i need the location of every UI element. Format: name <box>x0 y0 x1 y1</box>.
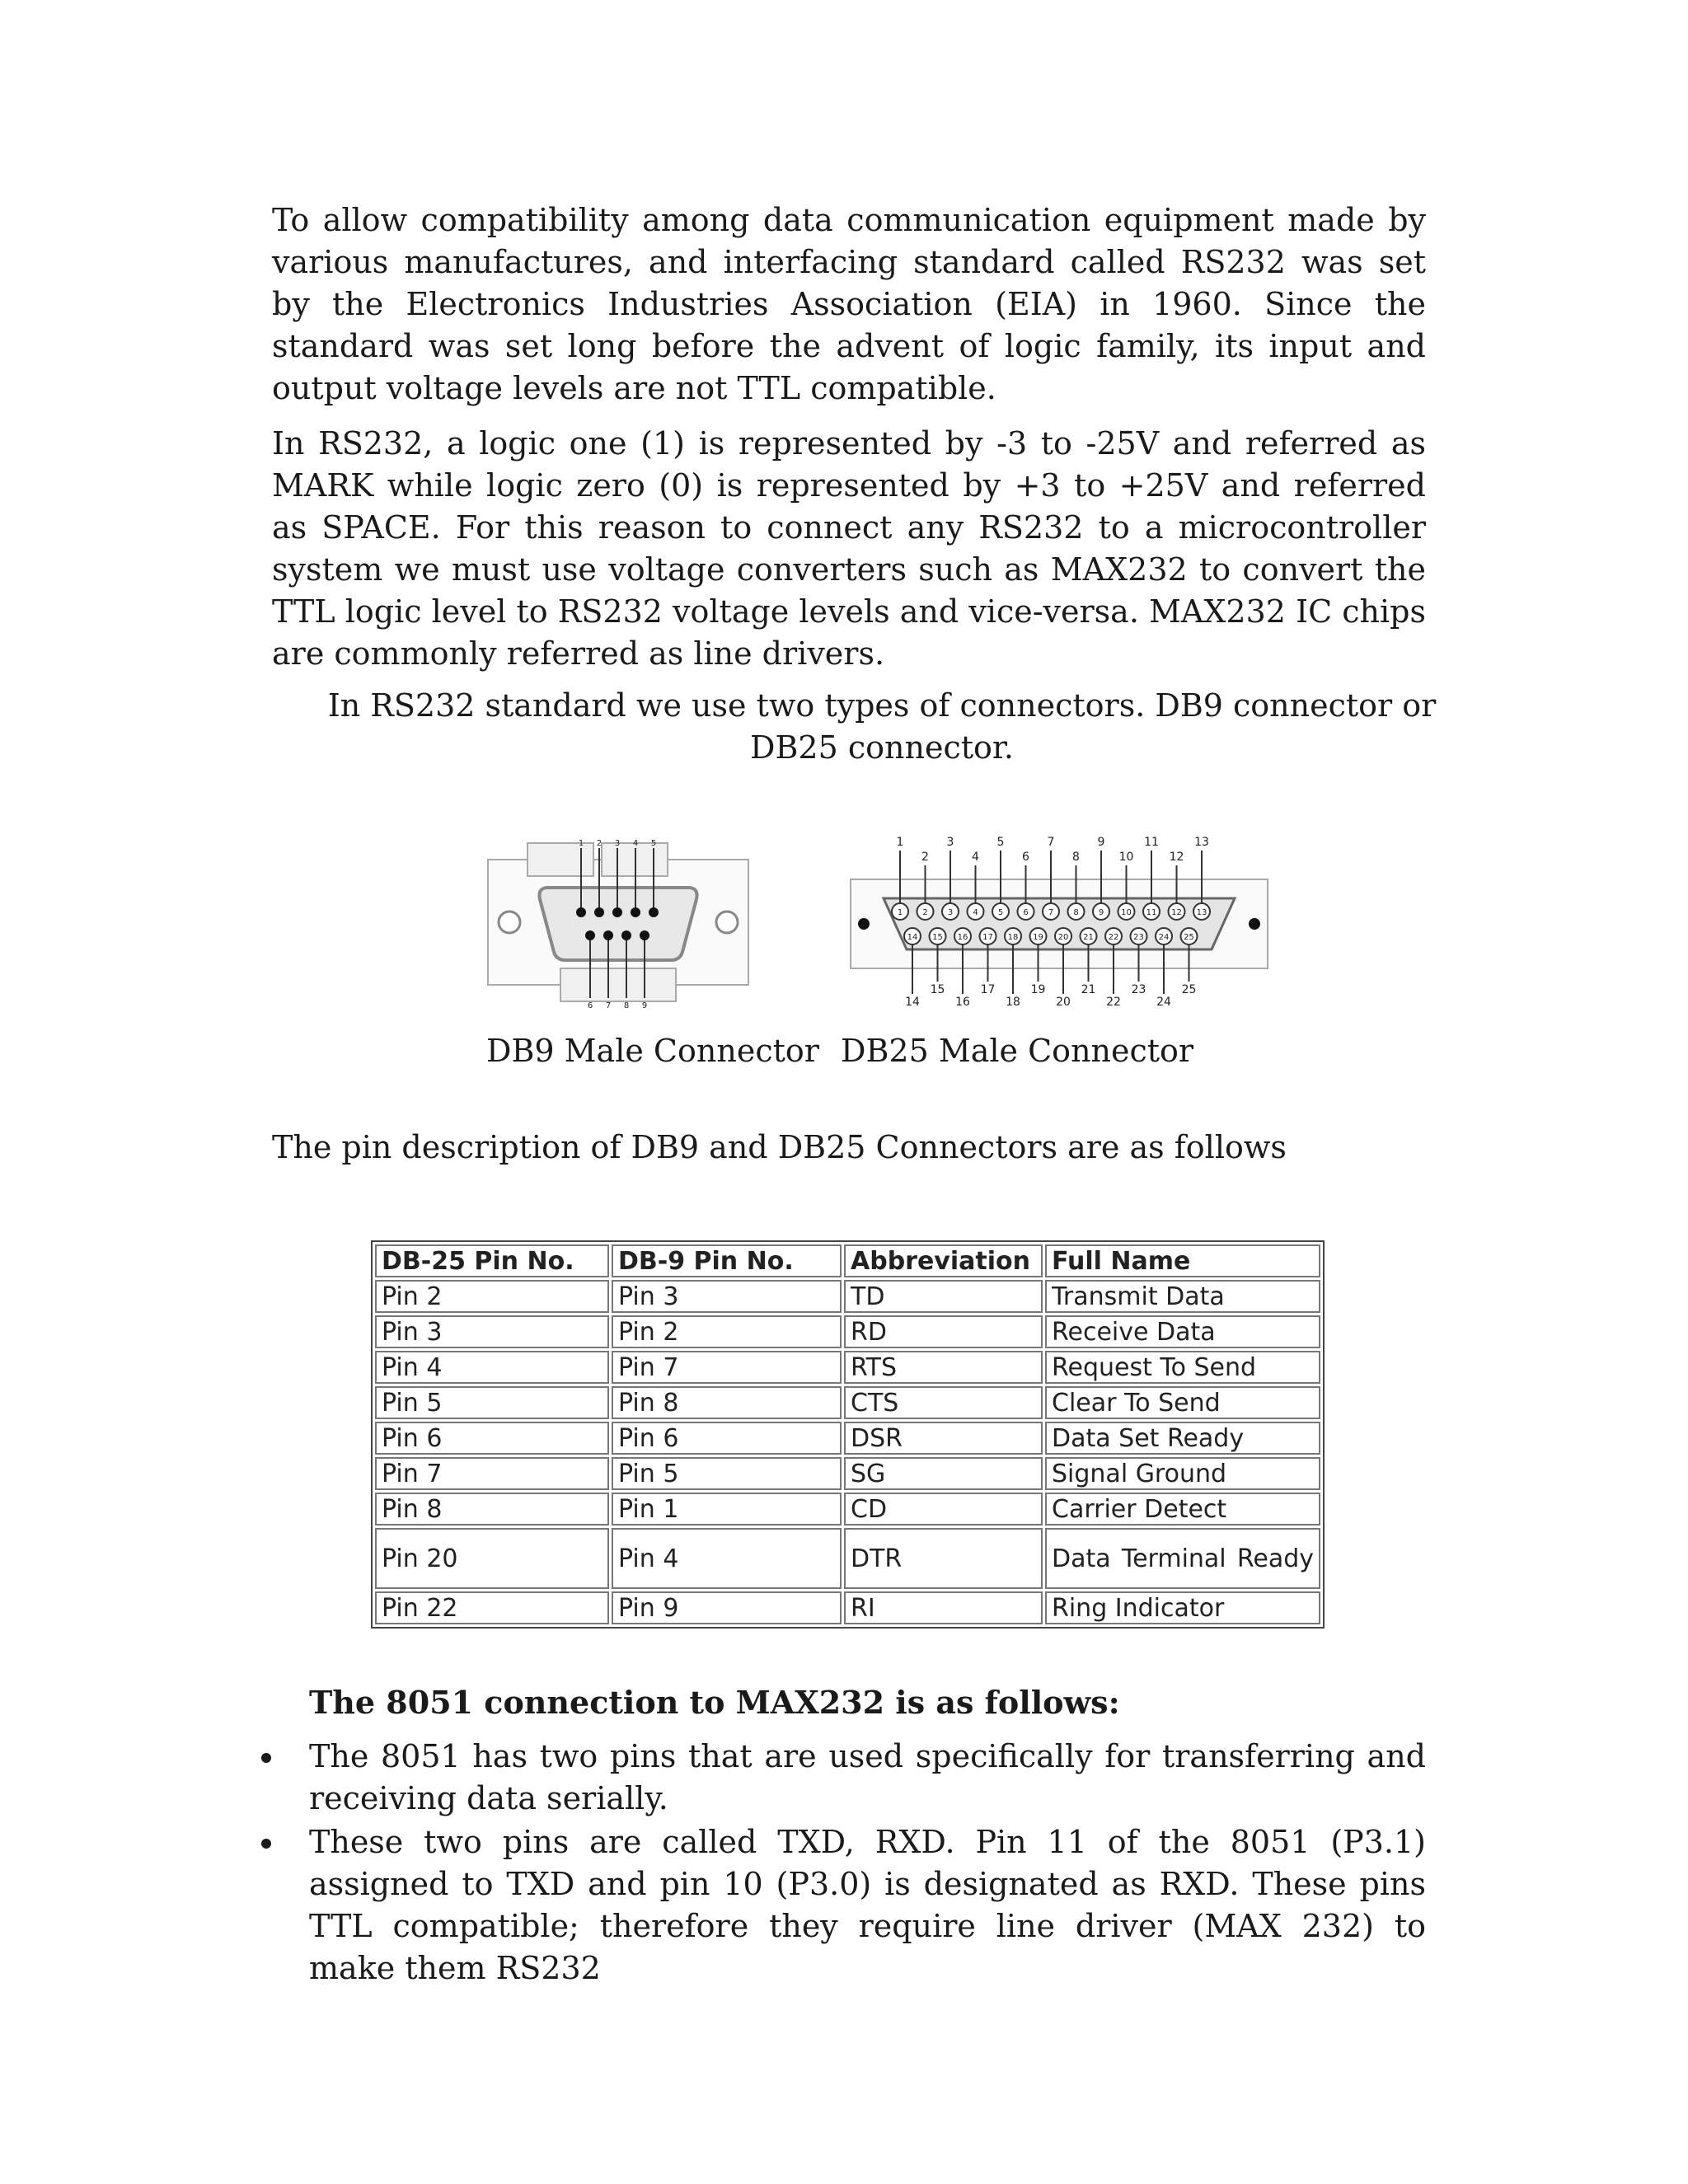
paragraph-rs232-intro: To allow compatibility among data communication equipment made by various manufactures, and interfacing standard called RS232 was set by the Electronics Industries Association (EIA) in 1960. Since the standard was set long before the advent of logic family, its input and output voltage levels are not TTL compatible. <box>272 202 1426 406</box>
db25-pin-number: 19 <box>1033 933 1043 942</box>
db25-pin-number: 20 <box>1057 933 1069 942</box>
db9-mounting-hole-left <box>499 912 520 933</box>
db9-pin <box>640 930 649 940</box>
db9-mounting-hole-right <box>716 912 738 933</box>
db25-mounting-hole-right <box>1249 918 1260 930</box>
db25-pin-number: 24 <box>1158 933 1170 942</box>
db9-pin-label: 4 <box>632 839 639 848</box>
db25-pin-label: 23 <box>1131 983 1146 996</box>
cell-db25: Pin 6 <box>375 1422 609 1455</box>
table-row <box>375 1315 1320 1348</box>
db25-pin-label: 7 <box>1047 836 1055 849</box>
cell-abbreviation: RD <box>844 1315 1043 1348</box>
cell-abbreviation: RTS <box>844 1351 1043 1384</box>
cell-db9: Pin 9 <box>612 1591 842 1624</box>
header-full-name: Full Name <box>1045 1244 1320 1277</box>
table-row <box>375 1493 1320 1526</box>
db9-pin <box>631 907 640 917</box>
db25-pin-label: 11 <box>1144 836 1159 849</box>
db9-bottom-clip <box>560 968 676 1001</box>
cell-abbreviation: RI <box>844 1591 1043 1624</box>
pin-description-table <box>371 1240 1325 1629</box>
table-row <box>375 1422 1320 1455</box>
db9-pin <box>576 907 586 917</box>
db9-pin <box>612 907 622 917</box>
header-db9-pin: DB-9 Pin No. <box>612 1244 842 1277</box>
db25-pin-number: 5 <box>997 908 1004 917</box>
table-row <box>375 1280 1320 1313</box>
bullet-icon <box>261 1753 271 1763</box>
paragraph-logic-levels: In RS232, a logic one (1) is represented by -3 to -25V and referred as MARK while logic zero (0) is represented by +3 to +25V and referred as SPACE. For this reason to connect any RS232 to a microcontroller system we must use voltage converters such as MAX232 to convert the TTL logic level to RS232 voltage levels and vice-versa. MAX232 IC chips are commonly referred as line drivers. <box>272 425 1426 672</box>
table-row <box>375 1457 1320 1490</box>
db25-pin-number: 11 <box>1146 908 1157 917</box>
db25-pin-number: 16 <box>957 933 968 942</box>
cell-db25: Pin 3 <box>375 1315 609 1348</box>
cell-abbreviation: SG <box>844 1457 1043 1490</box>
cell-db9: Pin 1 <box>612 1493 842 1526</box>
db25-pin-label: 9 <box>1097 836 1105 849</box>
db25-pin-label: 1 <box>896 836 904 849</box>
db25-pin-number: 6 <box>1023 908 1029 917</box>
db25-pin-label: 6 <box>1022 851 1029 864</box>
header-abbreviation: Abbreviation <box>844 1244 1043 1277</box>
db25-pin-label: 24 <box>1156 996 1171 1009</box>
db25-pin-number: 12 <box>1171 908 1182 917</box>
table-row <box>375 1528 1320 1589</box>
cell-abbreviation: CTS <box>844 1386 1043 1419</box>
db9-pin <box>585 930 595 940</box>
bullet-list <box>309 1736 1426 1991</box>
db25-pin-number: 2 <box>922 908 928 917</box>
bullet-icon <box>261 1839 271 1849</box>
db25-pin-label: 19 <box>1030 983 1046 996</box>
db25-pin-number: 25 <box>1184 933 1194 942</box>
table-header-row <box>375 1244 1320 1277</box>
db25-pin-number: 15 <box>932 933 943 942</box>
cell-abbreviation: DTR <box>844 1528 1043 1589</box>
cell-full-name: Clear To Send <box>1045 1386 1320 1419</box>
db25-pin-label: 25 <box>1181 983 1197 996</box>
table-row <box>375 1591 1320 1624</box>
db25-caption: DB25 Male Connector <box>841 1033 1194 1069</box>
cell-full-name: Signal Ground <box>1045 1457 1320 1490</box>
db25-pin-label: 22 <box>1106 996 1121 1009</box>
cell-full-name: Receive Data <box>1045 1315 1320 1348</box>
db25-pin-number: 4 <box>973 908 978 917</box>
cell-db25: Pin 22 <box>375 1591 609 1624</box>
db9-pin-label: 6 <box>587 1001 593 1010</box>
cell-full-name: Carrier Detect <box>1045 1493 1320 1526</box>
db9-top-clip-left <box>528 843 593 876</box>
cell-db9: Pin 8 <box>612 1386 842 1419</box>
paragraph-connector-types: In RS232 standard we use two types of connectors. DB9 connector or DB25 connector. <box>327 687 1437 766</box>
db9-caption: DB9 Male Connector <box>486 1033 819 1069</box>
db25-pin-number: 8 <box>1073 908 1079 917</box>
db9-pin-label: 3 <box>614 839 621 848</box>
db25-pin-label: 10 <box>1118 851 1134 864</box>
db25-pin-label: 20 <box>1056 996 1071 1009</box>
cell-db25: Pin 5 <box>375 1386 609 1419</box>
cell-full-name: Ring Indicator <box>1045 1591 1320 1624</box>
list-item-text: The 8051 has two pins that are used specifically for transferring and receiving data serially. <box>309 1738 1426 1816</box>
db9-pin-label: 5 <box>650 839 657 848</box>
db25-pin-label: 21 <box>1081 983 1096 996</box>
db9-pin-label: 2 <box>596 839 603 848</box>
cell-full-name: Data Terminal Ready <box>1045 1528 1320 1589</box>
db25-pin-number: 21 <box>1083 933 1094 942</box>
db25-pin-number: 22 <box>1108 933 1119 942</box>
db25-pin-number: 18 <box>1007 933 1019 942</box>
db25-pin-label: 17 <box>980 983 996 996</box>
db9-connector-diagram <box>486 837 750 1010</box>
table-row <box>375 1386 1320 1419</box>
cell-abbreviation: DSR <box>844 1422 1043 1455</box>
db25-pin-label: 15 <box>930 983 945 996</box>
cell-db25: Pin 20 <box>375 1528 609 1589</box>
db25-pin-label: 12 <box>1169 851 1184 864</box>
db25-pin-label: 2 <box>921 851 929 864</box>
cell-db25: Pin 7 <box>375 1457 609 1490</box>
cell-db9: Pin 2 <box>612 1315 842 1348</box>
db9-pin-label: 8 <box>623 1001 630 1010</box>
db25-pin-number: 17 <box>982 933 993 942</box>
cell-db25: Pin 4 <box>375 1351 609 1384</box>
db25-pin-label: 3 <box>946 836 954 849</box>
db25-pin-label: 18 <box>1006 996 1020 1009</box>
section-heading: The 8051 connection to MAX232 is as follows: <box>309 1684 1120 1721</box>
db9-pin <box>649 907 659 917</box>
cell-db9: Pin 7 <box>612 1351 842 1384</box>
db9-pin <box>603 930 613 940</box>
pin-description-table-container <box>371 1240 1325 1629</box>
db25-pin-number: 14 <box>907 933 918 942</box>
db9-pin-label: 9 <box>641 1001 648 1010</box>
cell-db25: Pin 8 <box>375 1493 609 1526</box>
db25-pin-label: 16 <box>955 996 970 1009</box>
db25-pin-number: 13 <box>1196 908 1207 917</box>
cell-db9: Pin 3 <box>612 1280 842 1313</box>
db25-pin-label: 4 <box>972 851 979 864</box>
cell-abbreviation: TD <box>844 1280 1043 1313</box>
db9-pin <box>594 907 604 917</box>
table-row <box>375 1351 1320 1384</box>
db9-pin <box>621 930 631 940</box>
db25-pin-label: 8 <box>1072 851 1080 864</box>
db9-pin-label: 1 <box>578 839 584 848</box>
db25-pin-number: 1 <box>897 908 903 917</box>
cell-db9: Pin 6 <box>612 1422 842 1455</box>
db25-pin-number: 9 <box>1098 908 1104 917</box>
db25-pin-number: 23 <box>1133 933 1144 942</box>
cell-full-name: Request To Send <box>1045 1351 1320 1384</box>
db25-pin-number: 3 <box>947 908 954 917</box>
cell-full-name: Transmit Data <box>1045 1280 1320 1313</box>
db25-pin-label: 13 <box>1194 836 1209 849</box>
cell-full-name: Data Set Ready <box>1045 1422 1320 1455</box>
db25-mounting-hole-left <box>858 918 870 930</box>
db25-pin-label: 14 <box>905 996 920 1009</box>
list-item <box>309 1821 1426 1990</box>
db25-pin-label: 5 <box>996 836 1005 849</box>
db9-pin-label: 7 <box>605 1001 612 1010</box>
db25-pin-number: 7 <box>1048 908 1054 917</box>
db25-connector-diagram <box>849 834 1269 1011</box>
cell-abbreviation: CD <box>844 1493 1043 1526</box>
list-item-text: These two pins are called TXD, RXD. Pin 11 of the 8051 (P3.1) assigned to TXD and pin 10 (P3.0) is designated as RXD. These pins TTL compatible; therefore they require line driver (MAX 232) to make them RS232 <box>309 1824 1426 1986</box>
cell-db25: Pin 2 <box>375 1280 609 1313</box>
cell-db9: Pin 4 <box>612 1528 842 1589</box>
cell-db9: Pin 5 <box>612 1457 842 1490</box>
pin-table-intro: The pin description of DB9 and DB25 Connectors are as follows <box>272 1129 1287 1165</box>
db25-pin-number: 10 <box>1121 908 1132 917</box>
list-item <box>309 1736 1426 1820</box>
header-db25-pin: DB-25 Pin No. <box>375 1244 609 1277</box>
